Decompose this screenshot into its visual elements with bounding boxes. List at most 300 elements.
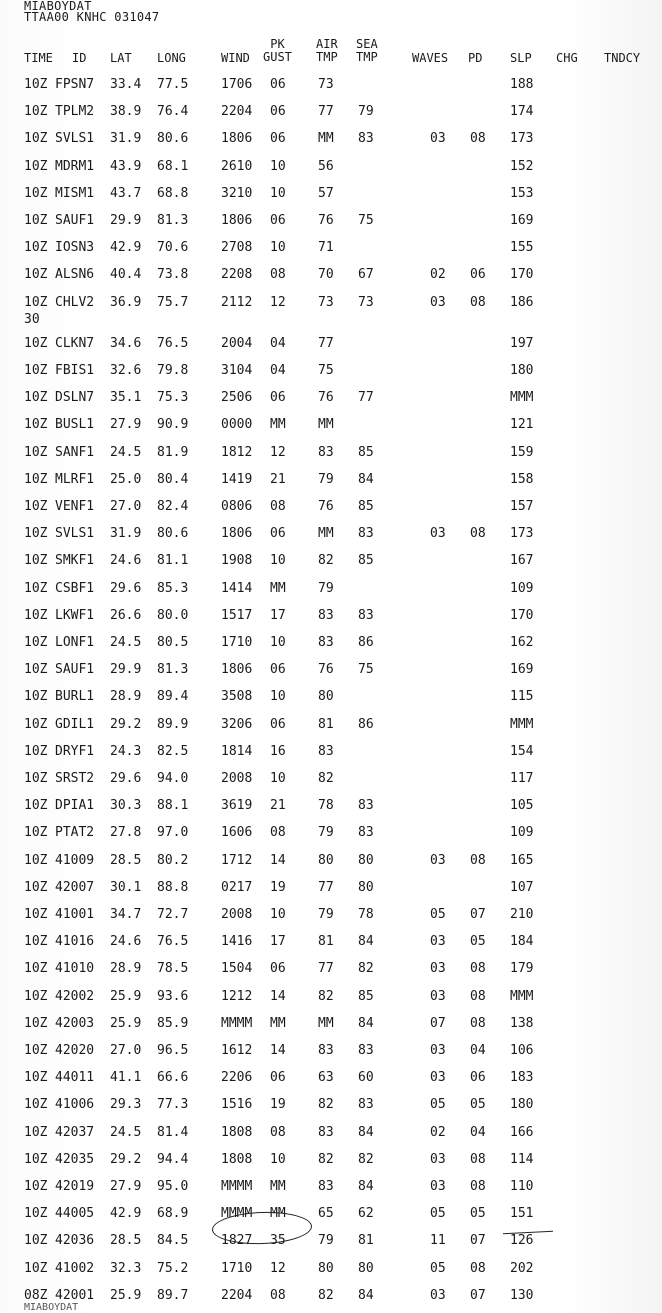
cell-time: 10Z: [24, 1015, 48, 1031]
cell-sea: 85: [358, 988, 374, 1004]
cell-gust: 14: [270, 1043, 286, 1058]
cell-wind: 1710: [221, 635, 253, 650]
cell-lat: 29.2: [110, 716, 142, 732]
cell-time: 10Z: [24, 526, 48, 542]
cell-time: 10Z: [24, 417, 48, 433]
cell-air: 82: [318, 1287, 334, 1303]
cell-air: MM: [318, 1015, 334, 1031]
cell-wind: 1414: [221, 580, 253, 596]
cell-pd: 08: [470, 988, 486, 1004]
cell-air: 77: [318, 104, 334, 120]
cell-pd: 08: [470, 1151, 486, 1167]
cell-long: 76.5: [157, 335, 189, 351]
cell-id: 42007: [55, 879, 95, 895]
cell-id: IOSN3: [55, 240, 95, 256]
col-sea: SEA TMP: [356, 37, 378, 64]
cell-lat: 28.5: [110, 1233, 142, 1249]
cell-time: 10Z: [24, 267, 48, 283]
table-row: [0, 1097, 662, 1117]
cell-slp: 197: [510, 335, 534, 351]
col-long: LONG: [157, 51, 186, 65]
cell-gust: 06: [270, 213, 286, 228]
cell-gust: 17: [270, 607, 286, 623]
cell-air: 79: [318, 907, 334, 922]
cell-time: 10Z: [24, 1179, 48, 1194]
cell-air: 77: [318, 335, 334, 351]
cell-sea: 62: [358, 1206, 374, 1222]
cell-id: CSBF1: [55, 580, 95, 596]
cell-wind: 1806: [221, 131, 253, 147]
cell-long: 82.4: [157, 499, 189, 514]
cell-slp: 114: [510, 1151, 534, 1167]
cell-waves: 03: [430, 1287, 446, 1303]
cell-lat: 41.1: [110, 1070, 142, 1086]
cell-sea: 85: [358, 444, 374, 460]
cell-time: 10Z: [24, 1043, 48, 1058]
cell-gust: 06: [270, 961, 286, 977]
cell-air: 63: [318, 1070, 334, 1086]
cell-time: 10Z: [24, 961, 48, 977]
cell-gust: 04: [270, 335, 286, 351]
cell-air: 73: [318, 294, 334, 310]
cell-air: 80: [318, 852, 334, 868]
cell-time: 10Z: [24, 689, 48, 705]
table-row: [0, 662, 662, 682]
cell-long: 85.9: [157, 1015, 189, 1031]
cell-long: 80.0: [157, 607, 189, 623]
cell-long: 80.2: [157, 852, 189, 868]
cell-air: 79: [318, 825, 334, 841]
cell-waves: 02: [430, 267, 446, 283]
cell-wind: 2204: [221, 1287, 253, 1303]
cell-time: 10Z: [24, 716, 48, 732]
cell-gust: 21: [270, 798, 286, 814]
cell-long: 95.0: [157, 1179, 189, 1194]
cell-long: 75.2: [157, 1260, 189, 1276]
table-row: [0, 417, 662, 437]
cell-slp: MMM: [510, 390, 534, 406]
cell-sea: 81: [358, 1233, 374, 1249]
table-row: [0, 499, 662, 519]
cell-wind: 3206: [221, 716, 253, 732]
cell-slp: 155: [510, 240, 534, 256]
cell-wind: 1517: [221, 607, 253, 623]
col-id: ID: [72, 51, 87, 65]
cell-waves: 05: [430, 1097, 446, 1113]
cell-air: 71: [318, 240, 334, 256]
table-row: [0, 1152, 662, 1172]
cell-slp: 121: [510, 417, 534, 433]
cell-slp: 210: [510, 907, 534, 922]
cell-wind: 1606: [221, 825, 253, 841]
cell-slp: 154: [510, 743, 534, 759]
cell-sea: 75: [358, 213, 374, 228]
cell-time: 10Z: [24, 294, 48, 310]
cell-id: 42003: [55, 1015, 95, 1031]
cell-long: 81.3: [157, 662, 189, 678]
cell-sea: 84: [358, 471, 374, 487]
cell-waves: 03: [430, 1179, 446, 1194]
cell-slp: 180: [510, 1097, 534, 1113]
cell-time: 10Z: [24, 988, 48, 1004]
cell-long: 97.0: [157, 825, 189, 841]
cell-gust: 16: [270, 743, 286, 759]
cell-wind: 2208: [221, 267, 253, 283]
cell-sea: 78: [358, 907, 374, 922]
cell-waves: 11: [430, 1233, 446, 1249]
cell-gust: 08: [270, 1124, 286, 1140]
cell-air: 82: [318, 1097, 334, 1113]
cell-sea: 73: [358, 294, 374, 310]
cell-air: 79: [318, 471, 334, 487]
cell-slp: 167: [510, 553, 534, 569]
cell-lat: 29.9: [110, 662, 142, 678]
cell-lat: 24.5: [110, 635, 142, 650]
cell-id: SMKF1: [55, 553, 95, 569]
cell-waves: 03: [430, 852, 446, 868]
cell-waves: 05: [430, 907, 446, 922]
cell-slp: 158: [510, 471, 534, 487]
cell-slp: 170: [510, 267, 534, 283]
cell-time: 10Z: [24, 852, 48, 868]
cell-time: 10Z: [24, 662, 48, 678]
cell-id: LKWF1: [55, 607, 95, 623]
cell-gust: 04: [270, 363, 286, 378]
cell-long: 68.9: [157, 1206, 189, 1222]
cell-long: 85.3: [157, 580, 189, 596]
cell-slp: 105: [510, 798, 534, 814]
cell-id: FPSN7: [55, 77, 95, 92]
cell-wind: 1806: [221, 213, 253, 228]
cell-gust: 08: [270, 825, 286, 841]
cell-lat: 29.6: [110, 580, 142, 596]
cell-pd: 08: [470, 294, 486, 310]
cell-slp: 174: [510, 104, 534, 120]
cell-wind: 1814: [221, 743, 253, 759]
cell-air: 73: [318, 77, 334, 92]
table-row: [0, 1070, 662, 1090]
cell-id: TPLM2: [55, 104, 95, 120]
cell-gust: 10: [270, 689, 286, 705]
cell-slp: 159: [510, 444, 534, 460]
cell-wind: 3508: [221, 689, 253, 705]
table-row: [0, 77, 662, 97]
cell-gust: 12: [270, 444, 286, 460]
cell-slp: 107: [510, 879, 534, 895]
table-row: [0, 907, 662, 927]
cell-lat: 32.6: [110, 363, 142, 378]
cell-air: 76: [318, 213, 334, 228]
cell-long: 72.7: [157, 907, 189, 922]
cell-slp: 180: [510, 363, 534, 378]
col-slp: SLP: [510, 51, 532, 65]
cell-gust: 06: [270, 390, 286, 406]
cell-lat: 29.3: [110, 1097, 142, 1113]
cell-air: 65: [318, 1206, 334, 1222]
table-row: [0, 581, 662, 601]
cell-waves: 03: [430, 526, 446, 542]
cell-gust: 06: [270, 716, 286, 732]
table-row: [0, 689, 662, 709]
table-row: [0, 336, 662, 356]
cell-id: MDRM1: [55, 158, 95, 174]
cell-time: 10Z: [24, 1097, 48, 1113]
cell-wind: 2112: [221, 294, 253, 310]
cell-gust: 10: [270, 158, 286, 174]
cell-lat: 24.6: [110, 934, 142, 950]
cell-lat: 29.2: [110, 1151, 142, 1167]
cell-long: 89.4: [157, 689, 189, 705]
cell-lat: 25.9: [110, 1287, 142, 1303]
cell-air: 82: [318, 771, 334, 786]
cell-id: 41016: [55, 934, 95, 950]
cell-id: LONF1: [55, 635, 95, 650]
cell-id: VENF1: [55, 499, 95, 514]
table-row: [0, 267, 662, 287]
cell-wind: 2206: [221, 1070, 253, 1086]
cell-id: MLRF1: [55, 471, 95, 487]
cell-wind: MMMM: [221, 1179, 253, 1194]
cell-long: 94.0: [157, 771, 189, 786]
cell-gust: 19: [270, 1097, 286, 1113]
cell-id: 44005: [55, 1206, 95, 1222]
table-row: [0, 445, 662, 465]
cell-id: 42019: [55, 1179, 95, 1194]
cell-air: 75: [318, 363, 334, 378]
cell-pd: 07: [470, 1287, 486, 1303]
cell-time: 10Z: [24, 104, 48, 120]
cell-gust: MM: [270, 417, 286, 433]
cell-time: 10Z: [24, 934, 48, 950]
cell-gust: 06: [270, 1070, 286, 1086]
cell-gust: 06: [270, 77, 286, 92]
cell-slp: 179: [510, 961, 534, 977]
cell-gust: MM: [270, 1179, 286, 1194]
cell-pd: 05: [470, 934, 486, 950]
col-gust: PK GUST: [263, 37, 292, 64]
cell-sea: 60: [358, 1070, 374, 1086]
cell-gust: 10: [270, 553, 286, 569]
cell-gust: 10: [270, 240, 286, 256]
col-time: TIME: [24, 51, 53, 65]
cell-sea: 80: [358, 852, 374, 868]
cell-air: MM: [318, 526, 334, 542]
cell-gust: MM: [270, 1015, 286, 1031]
cell-slp: 117: [510, 771, 534, 786]
cell-long: 75.3: [157, 390, 189, 406]
cell-sea: 80: [358, 879, 374, 895]
cell-time: 10Z: [24, 580, 48, 596]
cell-time: 10Z: [24, 1151, 48, 1167]
cell-sea: 84: [358, 1179, 374, 1194]
cell-gust: 06: [270, 131, 286, 147]
cell-wind: 1827: [221, 1233, 253, 1249]
cell-id: SVLS1: [55, 131, 95, 147]
cell-id: SANF1: [55, 444, 95, 460]
table-row: [0, 825, 662, 845]
cell-sea: 85: [358, 553, 374, 569]
cell-air: 77: [318, 961, 334, 977]
cell-lat: 42.9: [110, 1206, 142, 1222]
cell-pd: 07: [470, 1233, 486, 1249]
cell-long: 77.3: [157, 1097, 189, 1113]
cell-lat: 29.6: [110, 771, 142, 786]
cell-long: 77.5: [157, 77, 189, 92]
table-row: [0, 635, 662, 655]
cell-id: CLKN7: [55, 335, 95, 351]
cell-pd: 08: [470, 852, 486, 868]
cell-air: 83: [318, 444, 334, 460]
cell-long: 76.5: [157, 934, 189, 950]
cell-pd: 08: [470, 1015, 486, 1031]
cell-lat: 43.7: [110, 185, 142, 201]
cell-wind: 1212: [221, 988, 253, 1004]
cell-time: 10Z: [24, 131, 48, 147]
cell-id: DSLN7: [55, 390, 95, 406]
cell-pd: 08: [470, 961, 486, 977]
cell-long: 82.5: [157, 743, 189, 759]
cell-id: 42001: [55, 1287, 95, 1303]
cell-lat: 27.8: [110, 825, 142, 841]
cell-pd: 08: [470, 131, 486, 147]
cell-slp: 202: [510, 1260, 534, 1276]
table-row: [0, 1206, 662, 1226]
cell-lat: 28.9: [110, 689, 142, 705]
cell-gust: 08: [270, 1287, 286, 1303]
cell-time: 10Z: [24, 1070, 48, 1086]
cell-air: 79: [318, 580, 334, 596]
table-row: [0, 390, 662, 410]
cell-slp: 184: [510, 934, 534, 950]
cell-id: BUSL1: [55, 417, 95, 433]
cell-id: FBIS1: [55, 363, 95, 378]
cell-lat: 24.3: [110, 743, 142, 759]
cell-sea: 79: [358, 104, 374, 120]
cell-slp: 170: [510, 607, 534, 623]
cell-long: 94.4: [157, 1151, 189, 1167]
cell-long: 80.4: [157, 471, 189, 487]
cell-waves: 03: [430, 961, 446, 977]
cell-time: 08Z: [24, 1287, 48, 1303]
table-row: [0, 553, 662, 573]
cell-air: MM: [318, 417, 334, 433]
cell-lat: 24.6: [110, 553, 142, 569]
cell-wind: 2204: [221, 104, 253, 120]
cell-lat: 34.7: [110, 907, 142, 922]
cell-waves: 07: [430, 1015, 446, 1031]
cell-time: 10Z: [24, 444, 48, 460]
cell-waves: 05: [430, 1260, 446, 1276]
cell-lat: 25.9: [110, 1015, 142, 1031]
cell-id: SVLS1: [55, 526, 95, 542]
cell-sea: 83: [358, 1097, 374, 1113]
cell-lat: 27.0: [110, 499, 142, 514]
cell-lat: 26.6: [110, 607, 142, 623]
cell-id: 42002: [55, 988, 95, 1004]
table-row: [0, 186, 662, 206]
table-row: [0, 934, 662, 954]
cell-long: 66.6: [157, 1070, 189, 1086]
table-row: [0, 1233, 662, 1253]
cell-waves: 03: [430, 131, 446, 147]
cell-wind: 1516: [221, 1097, 253, 1113]
cell-slp: 173: [510, 526, 534, 542]
cell-time: 10Z: [24, 771, 48, 786]
cell-slp: 169: [510, 213, 534, 228]
cell-id: 44011: [55, 1070, 95, 1086]
cell-sea: 84: [358, 934, 374, 950]
cell-long: 84.5: [157, 1233, 189, 1249]
cell-air: 76: [318, 390, 334, 406]
table-row: [0, 526, 662, 546]
table-row: [0, 771, 662, 791]
cell-waves: 05: [430, 1206, 446, 1222]
cell-air: 81: [318, 716, 334, 732]
header-station-name: MIABOYDAT: [24, 0, 92, 13]
cell-air: 80: [318, 1260, 334, 1276]
cell-sea: 83: [358, 798, 374, 814]
cell-gust: 10: [270, 185, 286, 201]
cell-long: 88.1: [157, 798, 189, 814]
cell-gust: 21: [270, 471, 286, 487]
cell-waves: 03: [430, 1151, 446, 1167]
cell-id: 41001: [55, 907, 95, 922]
cell-long: 90.9: [157, 417, 189, 433]
cell-long: 78.5: [157, 961, 189, 977]
cell-slp: 152: [510, 158, 534, 174]
cell-gust: 08: [270, 267, 286, 283]
cell-time: 10Z: [24, 335, 48, 351]
cell-long: 68.8: [157, 185, 189, 201]
table-row: [0, 240, 662, 260]
cell-gust: MM: [270, 580, 286, 596]
cell-long: 88.8: [157, 879, 189, 895]
col-lat: LAT: [110, 51, 132, 65]
cell-sea: 83: [358, 825, 374, 841]
cell-slp: 169: [510, 662, 534, 678]
cell-wind: 2008: [221, 907, 253, 922]
cell-sea: 67: [358, 267, 374, 283]
cell-time: 10Z: [24, 798, 48, 814]
cell-waves: 03: [430, 1043, 446, 1058]
cell-lat: 24.5: [110, 444, 142, 460]
cell-waves: 03: [430, 988, 446, 1004]
cell-slp: 173: [510, 131, 534, 147]
cell-waves: 03: [430, 294, 446, 310]
cell-wind: 3619: [221, 798, 253, 814]
cell-air: 81: [318, 934, 334, 950]
cell-gust: 35: [270, 1233, 286, 1249]
cell-lat: 30.3: [110, 798, 142, 814]
cell-sea: 83: [358, 131, 374, 147]
cell-sea: 82: [358, 1151, 374, 1167]
cell-sea: 77: [358, 390, 374, 406]
cell-time: 10Z: [24, 471, 48, 487]
cell-lat: 27.9: [110, 417, 142, 433]
cell-lat: 25.0: [110, 471, 142, 487]
cell-slp: 162: [510, 635, 534, 650]
cell-wind: 1806: [221, 662, 253, 678]
cell-time: 10Z: [24, 363, 48, 378]
cell-long: 79.8: [157, 363, 189, 378]
cell-long: 80.6: [157, 526, 189, 542]
cell-id: SRST2: [55, 771, 95, 786]
cell-lat: 36.9: [110, 294, 142, 310]
col-tndcy: TNDCY: [604, 51, 641, 65]
table-row: [0, 989, 662, 1009]
cell-air: MM: [318, 131, 334, 147]
cell-air: 83: [318, 607, 334, 623]
